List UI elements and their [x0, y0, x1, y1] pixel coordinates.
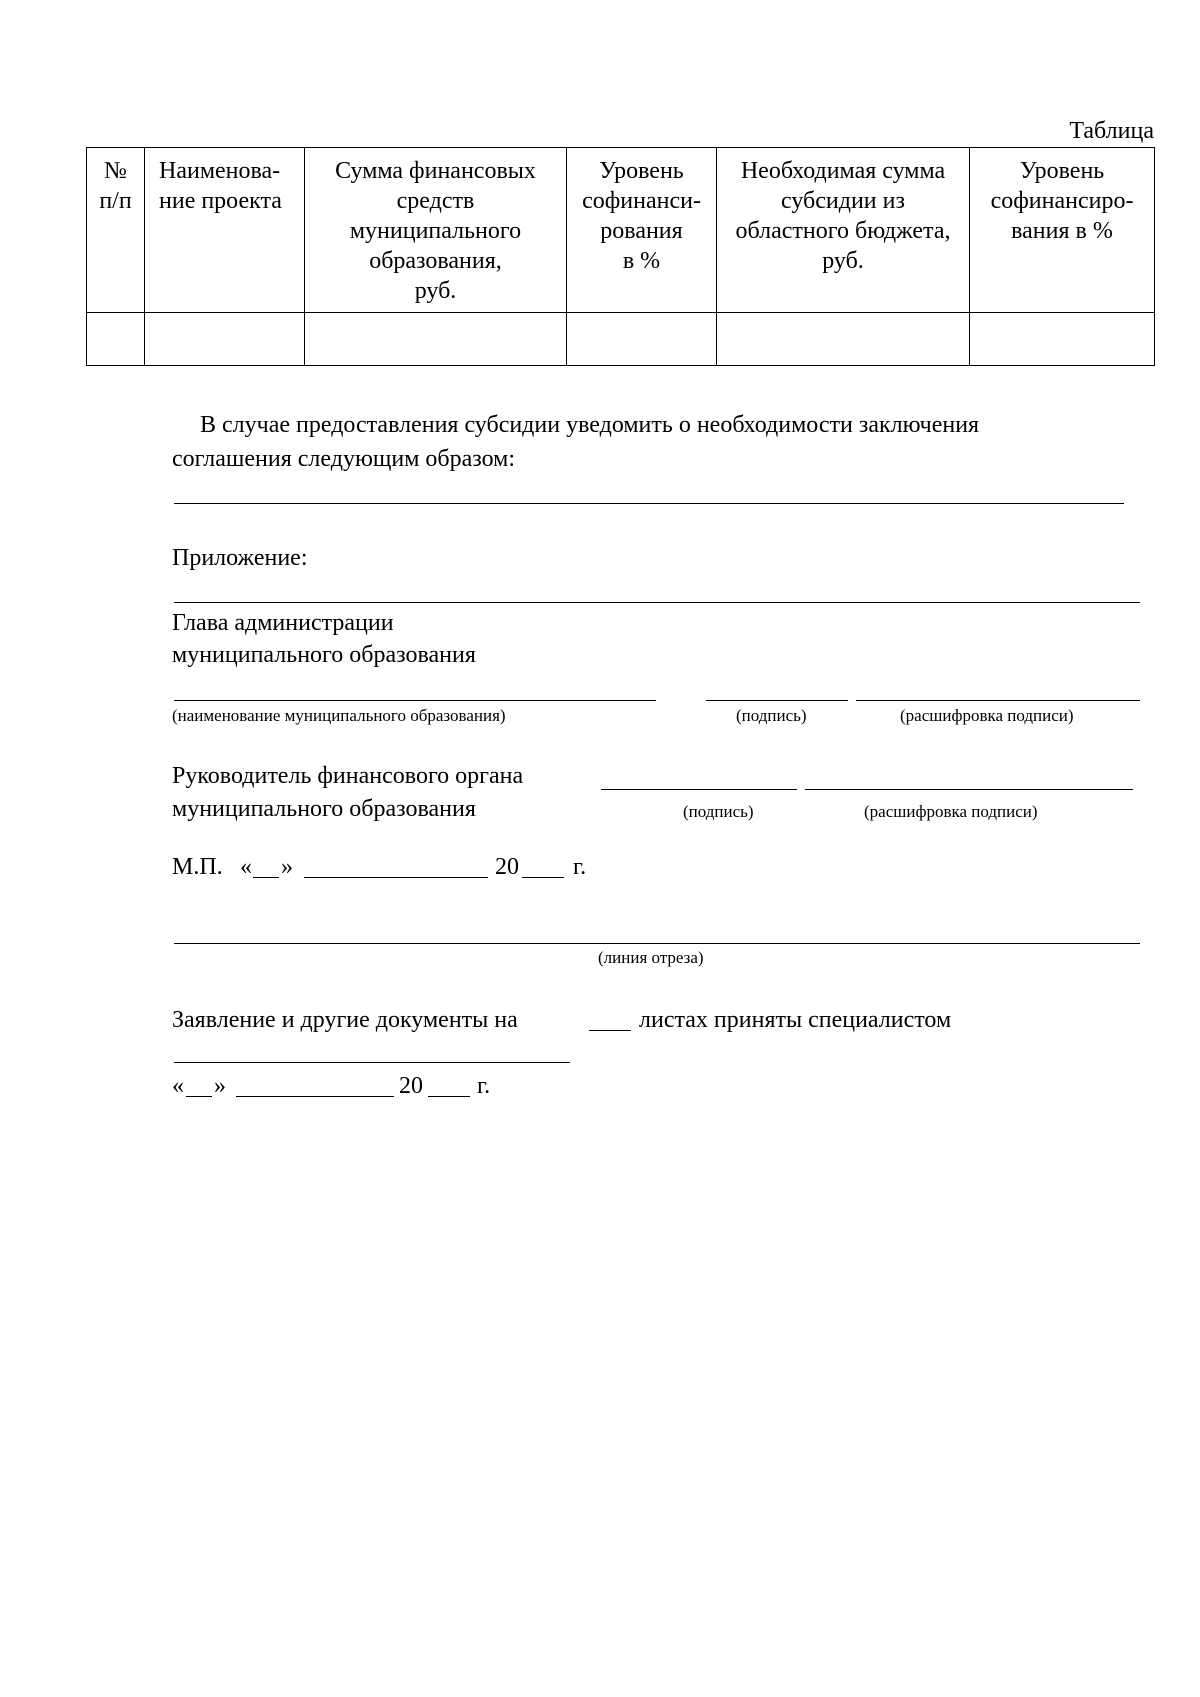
- head-admin-title-2: муниципального образования: [172, 642, 476, 668]
- stamp-year-suffix: г.: [573, 854, 587, 880]
- table-cell[interactable]: [87, 313, 145, 366]
- receipt-year-suffix: г.: [477, 1073, 491, 1099]
- table-cell[interactable]: [305, 313, 567, 366]
- receipt-day-line[interactable]: [186, 1096, 212, 1097]
- finance-head-title-1: Руководитель финансового органа: [172, 763, 524, 789]
- header-cofinancing-level-2: Уровень софинансиро- вания в %: [970, 148, 1155, 313]
- table-cell[interactable]: [567, 313, 717, 366]
- receipt-close-quote: »: [214, 1073, 226, 1099]
- table-header-row: [87, 148, 1155, 313]
- stamp-day-line[interactable]: [253, 877, 279, 878]
- caption-finance-signature: (подпись): [683, 802, 754, 821]
- header-cofinancing-level: Уровень софинанси- рования в %: [567, 148, 717, 313]
- attachment-fill-line[interactable]: [174, 602, 1140, 603]
- caption-municipality-name: (наименование муниципального образования): [172, 706, 506, 725]
- header-required-subsidy: Необходимая сумма субсидии из областного бюджета, руб.: [717, 148, 970, 313]
- table-label: Таблица: [1069, 118, 1154, 144]
- cut-line: [174, 943, 1140, 944]
- receipt-year-prefix: 20: [399, 1073, 423, 1099]
- subsidy-table: [86, 147, 1155, 366]
- table-cell[interactable]: [717, 313, 970, 366]
- head-signature-line[interactable]: [706, 700, 848, 701]
- receipt-sheets-line[interactable]: [589, 1030, 631, 1031]
- finance-head-title-2: муниципального образования: [172, 796, 476, 822]
- header-municipal-funds: Сумма финансовых средств муниципального образования, руб.: [305, 148, 567, 313]
- receipt-text-2: листах приняты специалистом: [639, 1007, 952, 1033]
- receipt-text-1: Заявление и другие документы на: [172, 1007, 518, 1033]
- finance-decoding-line[interactable]: [805, 789, 1133, 790]
- stamp-mp: М.П.: [172, 854, 223, 880]
- header-number: № п/п: [87, 148, 145, 313]
- head-decoding-line[interactable]: [856, 700, 1140, 701]
- table-cell[interactable]: [970, 313, 1155, 366]
- header-project-name: Наименова- ние проекта: [145, 148, 305, 313]
- receipt-open-quote: «: [172, 1073, 184, 1099]
- notice-line-1: В случае предоставления субсидии уведомить о необходимости заключения: [200, 412, 980, 438]
- stamp-year-prefix: 20: [495, 854, 519, 880]
- notice-line-2: соглашения следующим образом:: [172, 446, 515, 472]
- municipality-name-line[interactable]: [174, 700, 656, 701]
- stamp-open-quote: «: [240, 854, 252, 880]
- stamp-year-line[interactable]: [522, 877, 564, 878]
- caption-finance-decoding: (расшифровка подписи): [864, 802, 1038, 821]
- caption-head-decoding: (расшифровка подписи): [900, 706, 1074, 725]
- receipt-specialist-line[interactable]: [174, 1062, 570, 1063]
- receipt-month-line[interactable]: [236, 1096, 394, 1097]
- notice-fill-line[interactable]: [174, 503, 1124, 504]
- table-row: [87, 313, 1155, 366]
- caption-head-signature: (подпись): [736, 706, 807, 725]
- cut-line-caption: (линия отреза): [598, 948, 704, 967]
- finance-signature-line[interactable]: [601, 789, 797, 790]
- stamp-close-quote: »: [281, 854, 293, 880]
- head-admin-title-1: Глава администрации: [172, 610, 394, 636]
- stamp-month-line[interactable]: [304, 877, 488, 878]
- attachment-label: Приложение:: [172, 545, 308, 571]
- receipt-year-line[interactable]: [428, 1096, 470, 1097]
- table-cell[interactable]: [145, 313, 305, 366]
